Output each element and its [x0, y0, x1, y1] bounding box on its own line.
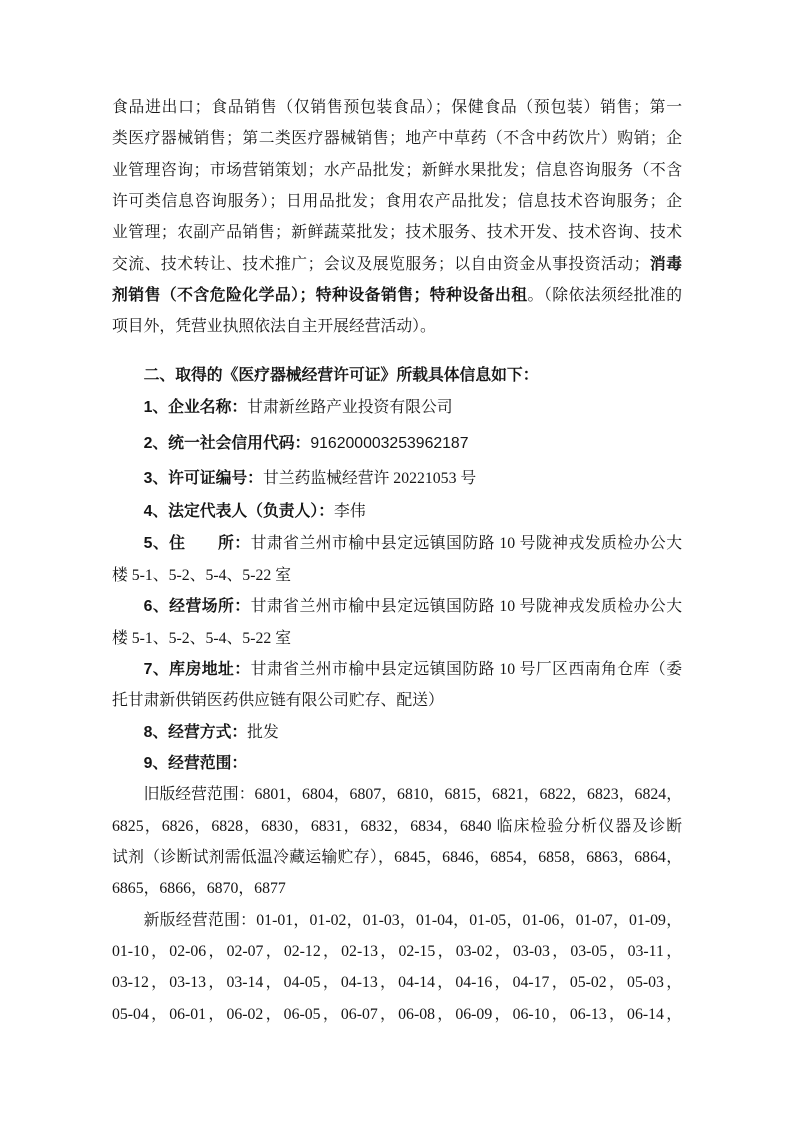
- bold-text-segment: 8、经营方式：: [143, 723, 248, 741]
- bold-text-segment: 1、企业名称：: [143, 399, 248, 417]
- text-line: [112, 936, 682, 967]
- text-segment: 新版经营范围：01-01，01-02，01-03，01-04，01-05，01-06，01-07，01-09，: [143, 911, 682, 929]
- text-segment: 业管理；农副产品销售；新鲜蔬菜批发；技术服务、技术开发、技术咨询、技术: [112, 224, 682, 242]
- item-3: [112, 463, 682, 494]
- text-line: [112, 155, 682, 186]
- text-line: [112, 967, 682, 998]
- text-line: [112, 842, 682, 873]
- bold-text-segment: 消毒: [649, 255, 682, 273]
- text-line: [112, 591, 682, 622]
- text-line: [112, 428, 682, 459]
- text-segment: 6825，6826，6828，6830，6831，6832，6834，6840 临床检验分析仪器及诊断: [112, 817, 682, 835]
- text-line: [112, 623, 682, 654]
- text-segment: 食品进出口；食品销售（仅销售预包装食品）；保健食品（预包装）销售；第一: [112, 99, 682, 116]
- item-7: [112, 654, 682, 717]
- para-old-scope: [112, 779, 682, 904]
- text-line: [112, 528, 682, 559]
- bold-text-segment: 二、取得的《医疗器械经营许可证》所载具体信息如下：: [143, 366, 539, 384]
- item-4: [112, 496, 682, 527]
- text-segment: 甘肃省兰州市榆中县定远镇国防路 10 号陇神戎发质检办公大: [250, 535, 682, 553]
- text-line: [112, 249, 682, 280]
- text-segment: 托甘肃新供销医药供应链有限公司贮存、配送）: [112, 692, 444, 710]
- text-segment: 甘兰药监械经营许 20221053 号: [262, 469, 477, 487]
- text-segment: 项目外，凭营业执照依法自主开展经营活动）。: [112, 318, 436, 336]
- text-line: [112, 392, 682, 423]
- heading-section-2: [112, 360, 682, 391]
- bold-text-segment: 剂销售（不含危险化学品）；特种设备销售；特种设备出租: [112, 287, 528, 305]
- text-line: [112, 280, 682, 311]
- bold-text-segment: 4、法定代表人（负责人）：: [143, 503, 335, 521]
- text-segment: 试剂（诊断试剂需低温冷藏运输贮存），6845，6846，6854，6858，6863，6864，: [112, 848, 682, 866]
- text-line: [112, 654, 682, 685]
- text-line: [112, 999, 682, 1030]
- text-segment: 类医疗器械销售；第二类医疗器械销售；地产中草药（不含中药饮片）购销；企: [112, 130, 682, 148]
- text-line: [112, 311, 682, 342]
- text-line: [112, 811, 682, 842]
- item-5: [112, 528, 682, 591]
- item-2: [112, 428, 682, 459]
- text-segment: 楼 5-1、5-2、5-4、5-22 室: [112, 629, 292, 647]
- text-segment: 甘肃省兰州市榆中县定远镇国防路 10 号厂区西南角仓库（委: [250, 660, 682, 678]
- bold-text-segment: 6、经营场所：: [143, 598, 251, 616]
- text-segment: 许可类信息咨询服务）；日用品批发；食用农产品批发；信息技术咨询服务；企: [112, 193, 682, 211]
- bold-text-segment: 3、许可证编号：: [143, 469, 263, 487]
- text-segment: 05-04，06-01，06-02，06-05，06-07，06-08，06-09，06-10，06-13，06-14，: [112, 1005, 682, 1023]
- text-segment: 甘肃新丝路产业投资有限公司: [247, 399, 453, 417]
- para-scope-continuation: [112, 92, 682, 343]
- text-segment: 916200003253962187: [310, 435, 469, 453]
- text-line: [112, 685, 682, 716]
- text-line: [112, 186, 682, 217]
- text-segment: 03-12，03-13，03-14，04-05，04-13，04-14，04-16，04-17，05-02，05-03，: [112, 974, 682, 992]
- text-segment: 李伟: [334, 503, 366, 521]
- text-line: [112, 217, 682, 248]
- bold-text-segment: 5、住 所：: [143, 535, 251, 553]
- text-line: [112, 748, 682, 779]
- text-line: [112, 717, 682, 748]
- text-line: [112, 92, 682, 123]
- item-1: [112, 392, 682, 423]
- text-segment: 旧版经营范围：6801，6804，6807，6810，6815，6821，6822，6823，6824，: [143, 786, 682, 804]
- text-line: [112, 779, 682, 810]
- bold-text-segment: 7、库房地址：: [143, 660, 251, 678]
- text-line: [112, 123, 682, 154]
- text-segment: 业管理咨询；市场营销策划；水产品批发；新鲜水果批发；信息咨询服务（不含: [112, 161, 682, 179]
- text-line: [112, 496, 682, 527]
- item-6: [112, 591, 682, 654]
- item-8: [112, 717, 682, 748]
- text-line: [112, 463, 682, 494]
- text-line: [112, 360, 682, 391]
- text-line: [112, 560, 682, 591]
- text-segment: 6865，6866，6870，6877: [112, 880, 286, 898]
- text-segment: 交流、技术转让、技术推广；会议及展览服务；以自由资金从事投资活动；: [112, 255, 650, 273]
- text-segment: 甘肃省兰州市榆中县定远镇国防路 10 号陇神戎发质检办公大: [250, 598, 682, 616]
- bold-text-segment: 2、统一社会信用代码：: [143, 435, 311, 453]
- item-9: [112, 748, 682, 779]
- text-line: [112, 873, 682, 904]
- document-content: [112, 92, 682, 1030]
- text-segment: 楼 5-1、5-2、5-4、5-22 室: [112, 566, 292, 584]
- para-new-scope: [112, 905, 682, 1030]
- text-line: [112, 905, 682, 936]
- bold-text-segment: 9、经营范围：: [143, 754, 248, 772]
- text-segment: 01-10，02-06，02-07，02-12，02-13，02-15，03-02，03-03，03-05，03-11，: [112, 942, 682, 960]
- text-segment: 。（除依法须经批准的: [527, 287, 682, 305]
- text-segment: 批发: [247, 723, 279, 741]
